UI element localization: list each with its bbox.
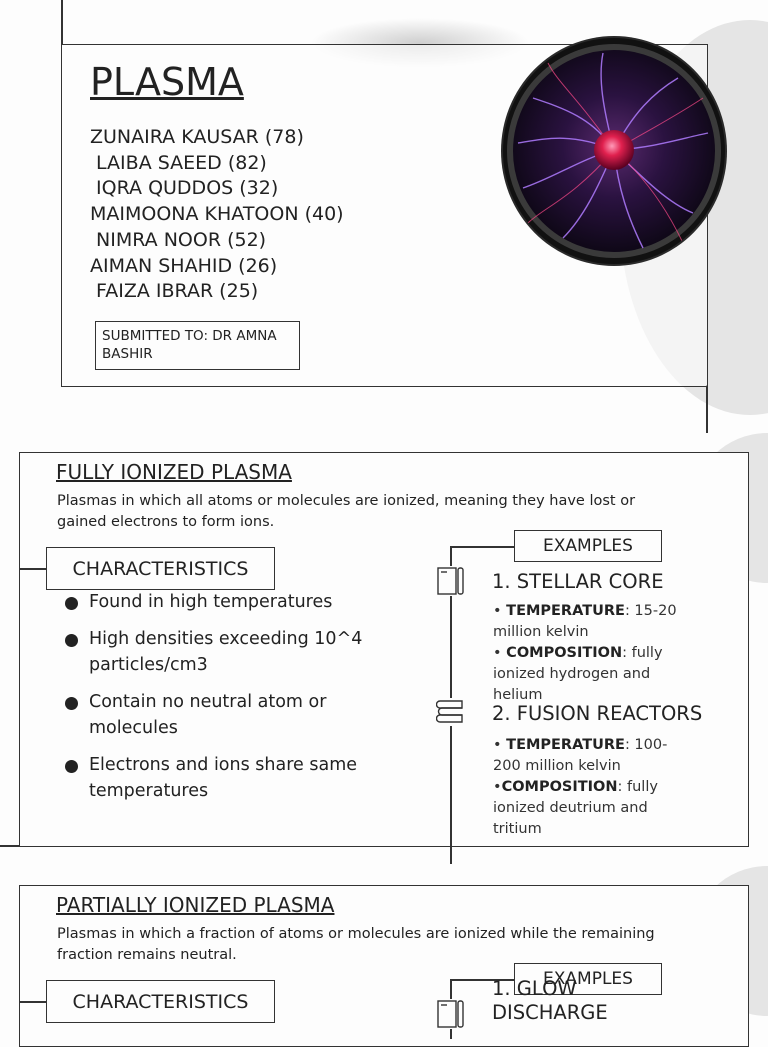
characteristics-label: CHARACTERISTICS <box>46 980 275 1023</box>
detail-value: : fully ionized deutrium and tritium <box>493 779 658 837</box>
section-description: Plasmas in which a fraction of atoms or molecules are ionized while the remaining fraction remains neutral. <box>57 926 655 963</box>
example-detail: • TEMPERATURE: 15-20 million kelvin • COMPOSITION: fully ionized hydrogen and helium <box>493 603 677 703</box>
page-title: PLASMA <box>90 60 244 104</box>
member-name: LAIBA SAEED (82) <box>90 151 267 174</box>
divider <box>0 845 19 847</box>
detail-value: : 15-20 million kelvin <box>493 603 677 640</box>
plasma-ball-image <box>503 38 725 264</box>
member-name: FAIZA IBRAR (25) <box>90 280 259 303</box>
list-item: Electrons and ions share same temperatures <box>62 752 402 804</box>
list-item: Found in high temperatures <box>62 589 402 615</box>
section-title: PARTIALLY IONIZED PLASMA <box>56 893 335 917</box>
section-title: FULLY IONIZED PLASMA <box>56 460 292 484</box>
example-detail: • TEMPERATURE: 100-200 million kelvin •COMPOSITION: fully ionized deutrium and tritium <box>493 737 668 837</box>
detail-label: COMPOSITION <box>501 779 618 795</box>
example-heading: 1. STELLAR CORE <box>492 570 664 593</box>
detail-value: : 100-200 million kelvin <box>493 737 668 774</box>
connector-line <box>19 1001 47 1003</box>
list-item: High densities exceeding 10^4 particles/cm3 <box>62 626 402 678</box>
detail-value: : fully ionized hydrogen and helium <box>493 645 663 703</box>
examples-label: EXAMPLES <box>514 963 662 995</box>
document-icon <box>437 999 467 1029</box>
list-item: Contain no neutral atom or molecules <box>62 689 402 741</box>
member-name: AIMAN SHAHID (26) <box>90 254 278 277</box>
connector-line <box>19 568 47 570</box>
detail-label: TEMPERATURE <box>506 603 625 619</box>
example-heading: 2. FUSION REACTORS <box>492 702 703 725</box>
detail-label: TEMPERATURE <box>506 737 625 753</box>
submitted-to-box: SUBMITTED TO: DR AMNA BASHIR <box>95 321 300 370</box>
connector-line <box>450 546 515 548</box>
member-name: MAIMOONA KHATOON (40) <box>90 203 344 226</box>
member-name: ZUNAIRA KAUSAR (78) <box>90 126 304 148</box>
document-icon <box>437 566 467 596</box>
characteristics-list <box>62 589 402 815</box>
member-name: IQRA QUDDOS (32) <box>90 177 279 200</box>
divider <box>706 385 708 433</box>
characteristics-label: CHARACTERISTICS <box>46 547 275 590</box>
divider <box>61 0 63 44</box>
detail-label: COMPOSITION <box>506 645 623 661</box>
books-icon <box>436 698 466 726</box>
example-heading: 1. GLOW DISCHARGE <box>492 977 608 1024</box>
examples-label: EXAMPLES <box>514 530 662 562</box>
member-name: NIMRA NOOR (52) <box>90 228 267 251</box>
section-description: Plasmas in which all atoms or molecules are ionized, meaning they have lost or gained electrons to form ions. <box>57 493 636 530</box>
member-list <box>90 125 344 305</box>
